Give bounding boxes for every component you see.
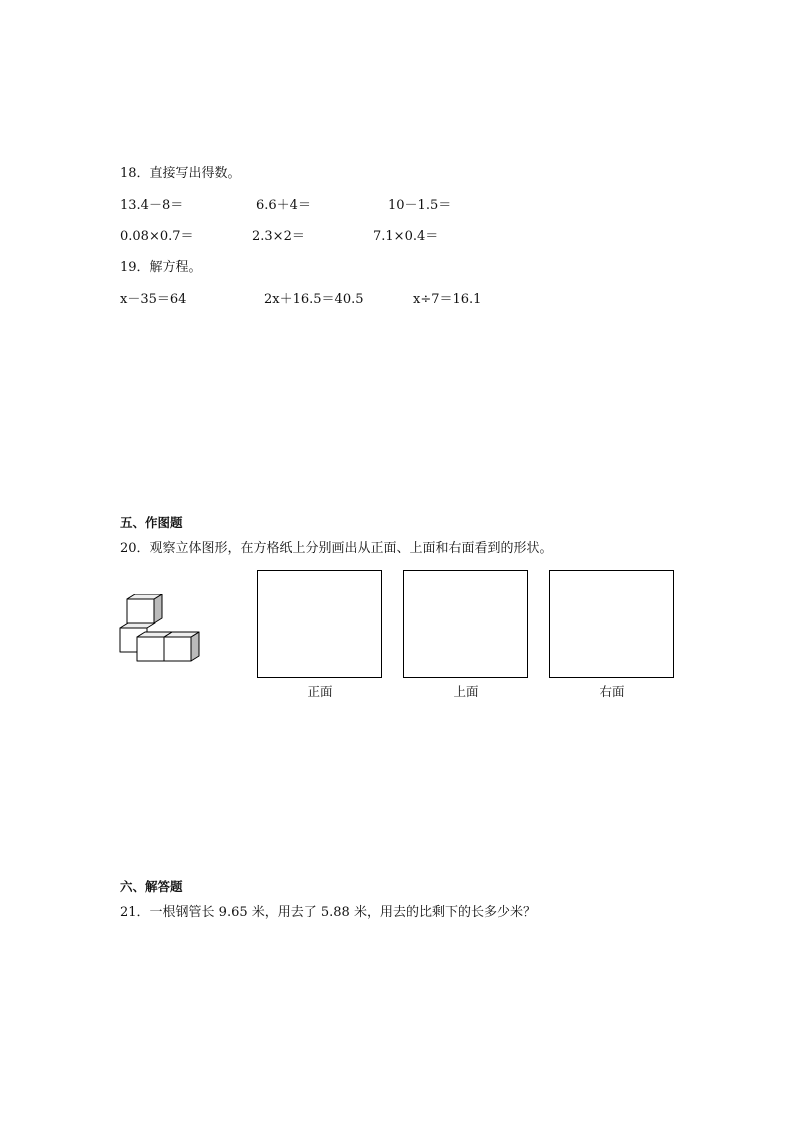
cube-stack-figure [118,594,204,670]
cube-top [127,594,162,623]
q19-equation-3: x÷7＝16.1 [413,292,482,307]
q21-prompt: 21．一根钢管长 9.65 米，用去了 5.88 米，用去的比剩下的长多少米？ [120,905,536,920]
cube-front-right [164,632,199,661]
right-view-label: 右面 [599,684,625,699]
front-view-label: 正面 [307,684,333,699]
q18-item-3: 10－1.5＝ [388,198,452,213]
q20-prompt: 20．观察立体图形，在方格纸上分别画出从正面、上面和右面看到的形状。 [120,541,553,556]
q18-item-4: 0.08×0.7＝ [120,229,194,244]
q18-item-1: 13.4－8＝ [120,198,184,213]
q18-item-6: 7.1×0.4＝ [373,229,439,244]
section5-heading: 五、作图题 [120,515,183,530]
q18-item-5: 2.3×2＝ [252,229,305,244]
q18-item-2: 6.6＋4＝ [256,198,311,213]
right-view-drawing-box[interactable] [549,570,674,678]
top-view-drawing-box[interactable] [403,570,528,678]
top-view-label: 上面 [453,684,479,699]
q19-equation-1: x－35＝64 [120,292,187,307]
front-view-drawing-box[interactable] [257,570,382,678]
section6-heading: 六、解答题 [120,879,183,894]
q19-equation-2: 2x＋16.5＝40.5 [264,292,364,307]
q19-title: 19．解方程。 [120,260,202,275]
q18-title: 18．直接写出得数。 [120,166,241,181]
